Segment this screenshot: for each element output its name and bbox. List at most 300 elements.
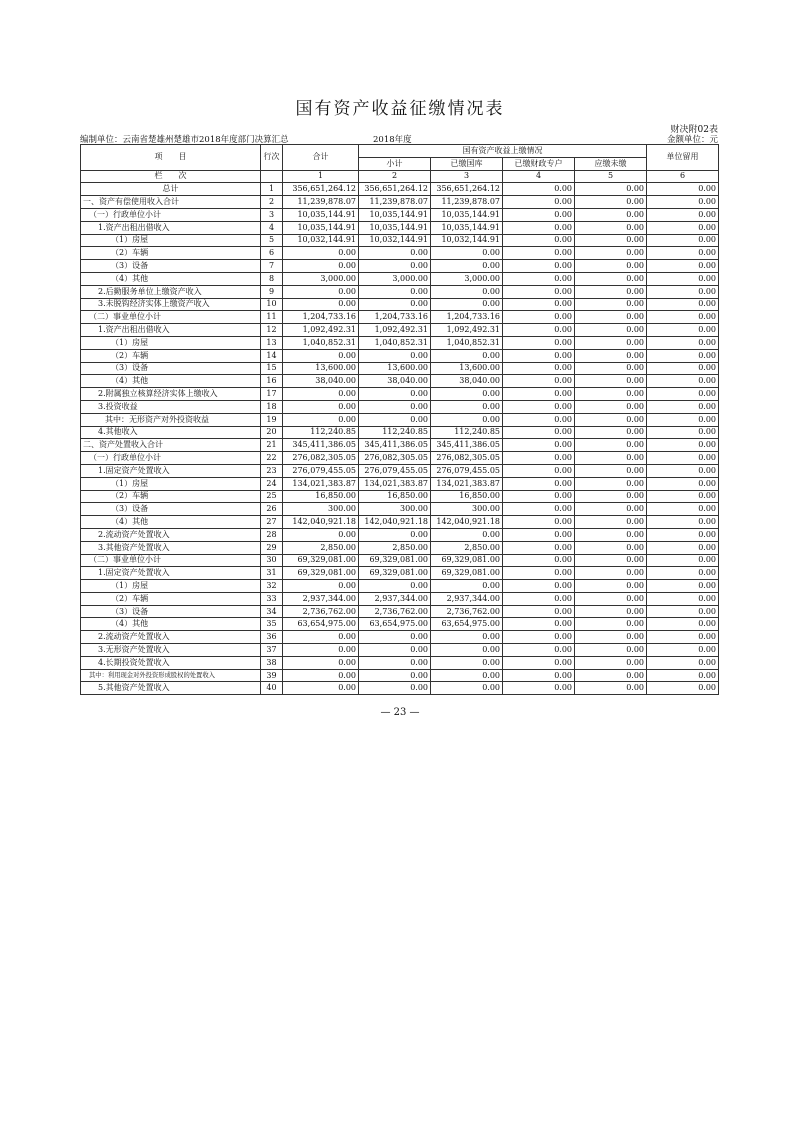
row-value: 0.00 xyxy=(359,349,431,362)
row-item-label: （1）房屋 xyxy=(81,477,261,490)
row-item-label: 3.未脱钩经济实体上缴资产收入 xyxy=(81,298,261,311)
row-value: 0.00 xyxy=(575,426,647,439)
row-value: 0.00 xyxy=(647,644,719,657)
table-row xyxy=(81,285,719,298)
row-value: 0.00 xyxy=(359,669,431,682)
row-number: 9 xyxy=(261,285,283,298)
row-value: 0.00 xyxy=(575,234,647,247)
table-row xyxy=(81,580,719,593)
row-value: 0.00 xyxy=(647,234,719,247)
row-value: 0.00 xyxy=(575,580,647,593)
row-number: 2 xyxy=(261,196,283,209)
row-value: 0.00 xyxy=(359,260,431,273)
row-value: 0.00 xyxy=(359,388,431,401)
table-row xyxy=(81,477,719,490)
col-number: 5 xyxy=(575,170,647,183)
row-item-label: （1）房屋 xyxy=(81,580,261,593)
row-value: 0.00 xyxy=(575,400,647,413)
reporting-unit: 编制单位：云南省楚雄州楚雄市2018年度部门决算汇总 xyxy=(80,135,289,145)
row-number: 29 xyxy=(261,541,283,554)
row-value: 0.00 xyxy=(503,272,575,285)
row-value: 0.00 xyxy=(647,183,719,196)
row-value: 3,000.00 xyxy=(283,272,359,285)
row-value: 69,329,081.00 xyxy=(283,567,359,580)
col-label: 栏 次 xyxy=(81,170,261,183)
page-number: — 23 — xyxy=(380,707,420,718)
row-item-label: （3）设备 xyxy=(81,503,261,516)
row-value: 0.00 xyxy=(503,375,575,388)
row-value: 1,204,733.16 xyxy=(431,311,503,324)
row-value: 0.00 xyxy=(647,631,719,644)
row-value: 0.00 xyxy=(647,490,719,503)
row-value: 0.00 xyxy=(503,580,575,593)
row-value: 0.00 xyxy=(647,477,719,490)
row-value: 0.00 xyxy=(503,324,575,337)
row-item-label: 总计 xyxy=(81,183,261,196)
row-number: 26 xyxy=(261,503,283,516)
row-value: 16,850.00 xyxy=(359,490,431,503)
row-value: 69,329,081.00 xyxy=(283,554,359,567)
row-value: 69,329,081.00 xyxy=(359,567,431,580)
header-paid-treasury: 已缴国库 xyxy=(431,157,503,170)
row-item-label: 5.其他资产处置收入 xyxy=(81,682,261,695)
row-item-label: 一、资产有偿使用收入合计 xyxy=(81,196,261,209)
row-number: 35 xyxy=(261,618,283,631)
row-value: 0.00 xyxy=(359,656,431,669)
row-value: 0.00 xyxy=(431,400,503,413)
row-value: 0.00 xyxy=(283,631,359,644)
row-value: 0.00 xyxy=(575,477,647,490)
row-value: 0.00 xyxy=(431,298,503,311)
row-value: 0.00 xyxy=(575,311,647,324)
row-value: 345,411,386.05 xyxy=(283,439,359,452)
row-number: 8 xyxy=(261,272,283,285)
row-value: 1,204,733.16 xyxy=(283,311,359,324)
row-value: 3,000.00 xyxy=(359,272,431,285)
row-value: 356,651,264.12 xyxy=(283,183,359,196)
row-value: 112,240.85 xyxy=(431,426,503,439)
table-row xyxy=(81,656,719,669)
row-item-label: 其中：无形资产对外投资收益 xyxy=(81,413,261,426)
row-number: 39 xyxy=(261,669,283,682)
table-row xyxy=(81,669,719,682)
row-value: 0.00 xyxy=(359,631,431,644)
row-value: 2,850.00 xyxy=(283,541,359,554)
row-value: 0.00 xyxy=(575,516,647,529)
row-value: 0.00 xyxy=(647,605,719,618)
row-item-label: （2）车辆 xyxy=(81,592,261,605)
row-value: 0.00 xyxy=(283,528,359,541)
row-item-label: （4）其他 xyxy=(81,272,261,285)
row-value: 0.00 xyxy=(575,260,647,273)
row-value: 69,329,081.00 xyxy=(431,554,503,567)
row-value: 0.00 xyxy=(503,477,575,490)
row-item-label: （2）车辆 xyxy=(81,490,261,503)
row-value: 0.00 xyxy=(647,324,719,337)
table-row xyxy=(81,682,719,695)
table-row xyxy=(81,247,719,260)
row-value: 300.00 xyxy=(431,503,503,516)
row-value: 0.00 xyxy=(503,196,575,209)
row-value: 112,240.85 xyxy=(283,426,359,439)
row-item-label: （1）房屋 xyxy=(81,234,261,247)
row-value: 0.00 xyxy=(647,426,719,439)
row-value: 0.00 xyxy=(647,375,719,388)
row-number: 16 xyxy=(261,375,283,388)
row-value: 0.00 xyxy=(647,656,719,669)
row-value: 142,040,921.18 xyxy=(359,516,431,529)
row-value: 0.00 xyxy=(431,580,503,593)
row-value: 3,000.00 xyxy=(431,272,503,285)
row-value: 10,035,144.91 xyxy=(359,208,431,221)
table-row xyxy=(81,516,719,529)
row-value: 0.00 xyxy=(283,644,359,657)
table-row xyxy=(81,503,719,516)
row-value: 0.00 xyxy=(647,503,719,516)
table-row xyxy=(81,349,719,362)
row-number: 17 xyxy=(261,388,283,401)
row-number: 14 xyxy=(261,349,283,362)
row-value: 0.00 xyxy=(575,644,647,657)
row-value: 10,032,144.91 xyxy=(359,234,431,247)
row-item-label: （3）设备 xyxy=(81,605,261,618)
table-row xyxy=(81,618,719,631)
row-number: 19 xyxy=(261,413,283,426)
table-row xyxy=(81,362,719,375)
row-item-label: 3.无形资产处置收入 xyxy=(81,644,261,657)
row-value: 10,032,144.91 xyxy=(283,234,359,247)
row-value: 2,937,344.00 xyxy=(283,592,359,605)
row-value: 276,082,305.05 xyxy=(359,452,431,465)
row-item-label: 2.流动资产处置收入 xyxy=(81,631,261,644)
table-row xyxy=(81,324,719,337)
row-item-label: 其中：利用现金对外投资形成股权的处置收入 xyxy=(81,669,261,682)
row-value: 0.00 xyxy=(359,247,431,260)
row-value: 0.00 xyxy=(359,644,431,657)
header-row-no: 行次 xyxy=(261,145,283,171)
row-value: 0.00 xyxy=(575,324,647,337)
row-value: 0.00 xyxy=(503,413,575,426)
row-value: 0.00 xyxy=(431,528,503,541)
row-number: 6 xyxy=(261,247,283,260)
header-unpaid: 应缴未缴 xyxy=(575,157,647,170)
row-value: 0.00 xyxy=(647,247,719,260)
row-value: 0.00 xyxy=(503,349,575,362)
column-index-row xyxy=(81,170,719,183)
row-value: 0.00 xyxy=(503,682,575,695)
row-number: 24 xyxy=(261,477,283,490)
row-value: 0.00 xyxy=(503,298,575,311)
row-number: 13 xyxy=(261,336,283,349)
row-value: 0.00 xyxy=(503,516,575,529)
row-value: 13,600.00 xyxy=(359,362,431,375)
table-row xyxy=(81,221,719,234)
row-value: 0.00 xyxy=(575,285,647,298)
row-number: 20 xyxy=(261,426,283,439)
row-value: 0.00 xyxy=(503,183,575,196)
table-row xyxy=(81,375,719,388)
report-year: 2018年度 xyxy=(373,135,412,145)
row-value: 2,937,344.00 xyxy=(431,592,503,605)
row-value: 0.00 xyxy=(647,618,719,631)
row-value: 0.00 xyxy=(647,208,719,221)
row-value: 10,035,144.91 xyxy=(283,221,359,234)
header-total: 合计 xyxy=(283,145,359,171)
row-value: 2,850.00 xyxy=(431,541,503,554)
table-id: 财决附02表 xyxy=(670,125,718,135)
row-value: 2,736,762.00 xyxy=(431,605,503,618)
row-value: 1,092,492.31 xyxy=(431,324,503,337)
row-value: 0.00 xyxy=(575,375,647,388)
table-row xyxy=(81,388,719,401)
row-value: 0.00 xyxy=(283,669,359,682)
row-number: 21 xyxy=(261,439,283,452)
row-value: 38,040.00 xyxy=(283,375,359,388)
row-number: 32 xyxy=(261,580,283,593)
row-number: 36 xyxy=(261,631,283,644)
row-value: 276,082,305.05 xyxy=(431,452,503,465)
row-value: 0.00 xyxy=(575,272,647,285)
table-row xyxy=(81,541,719,554)
row-number: 10 xyxy=(261,298,283,311)
row-value: 0.00 xyxy=(503,388,575,401)
row-value: 0.00 xyxy=(283,260,359,273)
row-value: 0.00 xyxy=(431,413,503,426)
row-value: 0.00 xyxy=(283,413,359,426)
row-value: 0.00 xyxy=(647,541,719,554)
row-value: 0.00 xyxy=(647,528,719,541)
row-value: 10,035,144.91 xyxy=(431,208,503,221)
row-value: 0.00 xyxy=(575,592,647,605)
table-row xyxy=(81,452,719,465)
row-value: 13,600.00 xyxy=(431,362,503,375)
row-value: 0.00 xyxy=(647,439,719,452)
row-item-label: 3.投资收益 xyxy=(81,400,261,413)
row-value: 0.00 xyxy=(647,311,719,324)
header-item: 项 目 xyxy=(81,145,261,171)
row-item-label: 2.后勤服务单位上缴资产收入 xyxy=(81,285,261,298)
row-item-label: 二、资产处置收入合计 xyxy=(81,439,261,452)
row-value: 38,040.00 xyxy=(431,375,503,388)
row-value: 0.00 xyxy=(503,567,575,580)
table-row xyxy=(81,400,719,413)
row-value: 0.00 xyxy=(647,580,719,593)
row-value: 10,035,144.91 xyxy=(431,221,503,234)
row-number: 28 xyxy=(261,528,283,541)
row-value: 16,850.00 xyxy=(283,490,359,503)
row-value: 134,021,383.87 xyxy=(431,477,503,490)
row-value: 0.00 xyxy=(575,298,647,311)
row-value: 300.00 xyxy=(283,503,359,516)
row-value: 0.00 xyxy=(503,400,575,413)
row-value: 0.00 xyxy=(575,503,647,516)
row-item-label: （1）房屋 xyxy=(81,336,261,349)
row-value: 2,937,344.00 xyxy=(359,592,431,605)
row-value: 0.00 xyxy=(503,311,575,324)
row-value: 0.00 xyxy=(359,285,431,298)
row-number: 38 xyxy=(261,656,283,669)
row-value: 0.00 xyxy=(647,452,719,465)
row-item-label: 2.流动资产处置收入 xyxy=(81,528,261,541)
row-value: 38,040.00 xyxy=(359,375,431,388)
row-value: 0.00 xyxy=(575,682,647,695)
row-value: 10,035,144.91 xyxy=(359,221,431,234)
table-row xyxy=(81,196,719,209)
page-title: 国有资产收益征缴情况表 xyxy=(295,99,505,119)
row-value: 0.00 xyxy=(647,464,719,477)
table-row xyxy=(81,592,719,605)
row-value: 0.00 xyxy=(431,349,503,362)
row-value: 0.00 xyxy=(647,554,719,567)
row-value: 0.00 xyxy=(503,452,575,465)
row-value: 10,032,144.91 xyxy=(431,234,503,247)
row-value: 0.00 xyxy=(503,592,575,605)
table-row xyxy=(81,311,719,324)
row-item-label: （3）设备 xyxy=(81,362,261,375)
row-item-label: 1.固定资产处置收入 xyxy=(81,464,261,477)
row-value: 0.00 xyxy=(431,682,503,695)
row-value: 0.00 xyxy=(503,426,575,439)
row-number: 25 xyxy=(261,490,283,503)
row-value: 0.00 xyxy=(503,490,575,503)
row-value: 0.00 xyxy=(575,221,647,234)
col-number: 1 xyxy=(283,170,359,183)
table-row xyxy=(81,298,719,311)
row-value: 1,092,492.31 xyxy=(359,324,431,337)
row-value: 0.00 xyxy=(283,349,359,362)
row-value: 0.00 xyxy=(503,554,575,567)
row-item-label: （一）行政单位小计 xyxy=(81,208,261,221)
row-value: 0.00 xyxy=(575,413,647,426)
row-value: 0.00 xyxy=(647,669,719,682)
row-value: 0.00 xyxy=(647,400,719,413)
table-row xyxy=(81,439,719,452)
row-number: 1 xyxy=(261,183,283,196)
row-value: 0.00 xyxy=(503,260,575,273)
row-value: 0.00 xyxy=(647,592,719,605)
row-value: 276,079,455.05 xyxy=(283,464,359,477)
row-value: 0.00 xyxy=(575,452,647,465)
row-value: 13,600.00 xyxy=(283,362,359,375)
row-value: 0.00 xyxy=(575,196,647,209)
row-value: 0.00 xyxy=(575,183,647,196)
col-number: 3 xyxy=(431,170,503,183)
row-item-label: （一）行政单位小计 xyxy=(81,452,261,465)
row-item-label: （二）事业单位小计 xyxy=(81,311,261,324)
row-value: 0.00 xyxy=(647,413,719,426)
col-number: 6 xyxy=(647,170,719,183)
table-row xyxy=(81,336,719,349)
row-value: 0.00 xyxy=(503,439,575,452)
row-value: 0.00 xyxy=(575,528,647,541)
row-value: 0.00 xyxy=(575,605,647,618)
revenue-table xyxy=(80,144,719,695)
row-value: 0.00 xyxy=(283,682,359,695)
row-number: 11 xyxy=(261,311,283,324)
row-value: 0.00 xyxy=(503,221,575,234)
row-value: 10,035,144.91 xyxy=(283,208,359,221)
row-value: 276,079,455.05 xyxy=(431,464,503,477)
row-value: 0.00 xyxy=(575,656,647,669)
table-row xyxy=(81,631,719,644)
row-number: 40 xyxy=(261,682,283,695)
row-value: 134,021,383.87 xyxy=(283,477,359,490)
row-number: 22 xyxy=(261,452,283,465)
row-value: 0.00 xyxy=(359,580,431,593)
row-value: 0.00 xyxy=(431,388,503,401)
row-item-label: （4）其他 xyxy=(81,618,261,631)
row-number: 34 xyxy=(261,605,283,618)
header-unit-retained: 单位留用 xyxy=(647,145,719,171)
table-row xyxy=(81,260,719,273)
amount-unit: 金额单位：元 xyxy=(666,135,718,145)
row-value: 112,240.85 xyxy=(359,426,431,439)
row-value: 0.00 xyxy=(503,208,575,221)
row-number: 18 xyxy=(261,400,283,413)
row-value: 0.00 xyxy=(283,285,359,298)
table-row xyxy=(81,183,719,196)
table-row xyxy=(81,234,719,247)
header-group: 国有资产收益上缴情况 xyxy=(359,145,647,158)
row-value: 0.00 xyxy=(647,682,719,695)
row-value: 0.00 xyxy=(647,260,719,273)
table-row xyxy=(81,644,719,657)
row-value: 0.00 xyxy=(647,349,719,362)
row-value: 0.00 xyxy=(575,439,647,452)
row-value: 63,654,975.00 xyxy=(431,618,503,631)
row-value: 0.00 xyxy=(575,464,647,477)
row-value: 142,040,921.18 xyxy=(431,516,503,529)
row-value: 1,092,492.31 xyxy=(283,324,359,337)
row-value: 0.00 xyxy=(503,618,575,631)
table-row xyxy=(81,464,719,477)
col-number: 2 xyxy=(359,170,431,183)
row-value: 0.00 xyxy=(647,285,719,298)
row-item-label: （二）事业单位小计 xyxy=(81,554,261,567)
row-value: 0.00 xyxy=(283,247,359,260)
header-paid-special: 已缴财政专户 xyxy=(503,157,575,170)
row-item-label: 1.资产出租出借收入 xyxy=(81,324,261,337)
table-row xyxy=(81,528,719,541)
row-item-label: （4）其他 xyxy=(81,375,261,388)
table-row xyxy=(81,605,719,618)
row-value: 0.00 xyxy=(503,503,575,516)
table-row xyxy=(81,272,719,285)
row-value: 1,204,733.16 xyxy=(359,311,431,324)
row-item-label: （3）设备 xyxy=(81,260,261,273)
table-row xyxy=(81,554,719,567)
row-number: 31 xyxy=(261,567,283,580)
row-value: 0.00 xyxy=(503,285,575,298)
row-value: 0.00 xyxy=(431,656,503,669)
row-number: 27 xyxy=(261,516,283,529)
row-value: 0.00 xyxy=(647,298,719,311)
row-value: 0.00 xyxy=(647,388,719,401)
row-value: 0.00 xyxy=(503,247,575,260)
row-number: 33 xyxy=(261,592,283,605)
row-value: 2,850.00 xyxy=(359,541,431,554)
row-value: 0.00 xyxy=(647,272,719,285)
row-value: 0.00 xyxy=(359,413,431,426)
row-number: 4 xyxy=(261,221,283,234)
row-value: 0.00 xyxy=(359,400,431,413)
row-item-label: 3.其他资产处置收入 xyxy=(81,541,261,554)
row-value: 276,079,455.05 xyxy=(359,464,431,477)
row-value: 0.00 xyxy=(575,362,647,375)
row-value: 0.00 xyxy=(575,554,647,567)
row-value: 356,651,264.12 xyxy=(431,183,503,196)
row-value: 0.00 xyxy=(503,669,575,682)
